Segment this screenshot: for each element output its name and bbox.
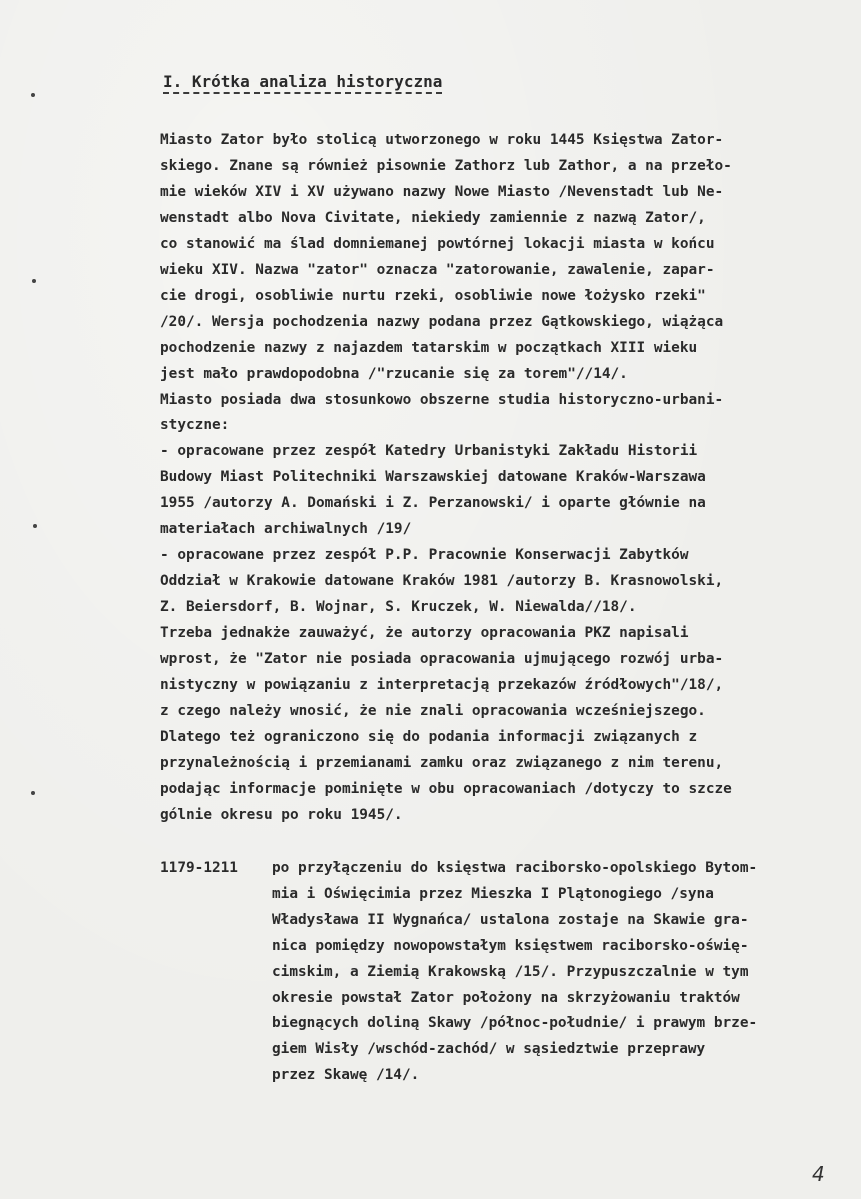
text-line: Dlatego też ograniczono się do podania informacji związanych z xyxy=(160,728,698,745)
text-line: styczne: xyxy=(160,417,230,434)
text-line: materiałach archiwalnych /19/ xyxy=(160,521,412,538)
text-line: cie drogi, osobliwie nurtu rzeki, osobliwie nowe łożysko rzeki" xyxy=(160,287,706,304)
entry-line: giem Wisły /wschód-zachód/ w sąsiedztwie przeprawy xyxy=(272,1041,706,1058)
text-line: Miasto posiada dwa stosunkowo obszerne studia historyczno-urbani- xyxy=(160,391,724,408)
text-line: Z. Beiersdorf, B. Wojnar, S. Kruczek, W. Niewalda//18/. xyxy=(160,599,637,616)
section-heading: I. Krótka analiza historyczna xyxy=(163,72,442,94)
text-line: Budowy Miast Politechniki Warszawskiej datowane Kraków-Warszawa xyxy=(160,469,706,486)
text-line: - opracowane przez zespół Katedry Urbanistyki Zakładu Historii xyxy=(160,443,698,460)
text-line: podając informacje pominięte w obu opracowaniach /dotyczy to szcze xyxy=(160,780,732,797)
text-line: pochodzenie nazwy z najazdem tatarskim w początkach XIII wieku xyxy=(160,339,698,356)
entry-line: biegnących doliną Skawy /północ-południe/ i prawym brze- xyxy=(272,1015,758,1032)
entry-line: przez Skawę /14/. xyxy=(272,1067,420,1084)
text-line: nistyczny w powiązaniu z interpretacją przekazów źródłowych"/18/, xyxy=(160,676,724,693)
text-line: 1955 /autorzy A. Domański i Z. Perzanowski/ i oparte głównie na xyxy=(160,495,706,512)
margin-mark xyxy=(32,279,36,283)
text-line: co stanowić ma ślad domniemanej powtórnej lokacji miasta w końcu xyxy=(160,235,715,252)
text-line: - opracowane przez zespół P.P. Pracownie Konserwacji Zabytków xyxy=(160,547,689,564)
margin-mark xyxy=(31,791,35,795)
entry-line: po przyłączeniu do księstwa raciborsko-opolskiego Bytom- xyxy=(272,860,758,876)
text-line: wieku XIV. Nazwa "zator" oznacza "zatorowanie, zawalenie, zapar- xyxy=(160,261,715,278)
text-line: z czego należy wnosić, że nie znali opracowania wcześniejszego. xyxy=(160,702,706,719)
text-line: przynależnością i przemianami zamku oraz związanego z nim terenu, xyxy=(160,754,724,771)
text-line: skiego. Znane są również pisownie Zathorz lub Zathor, a na przeło- xyxy=(160,157,732,174)
entry-date: 1179-1211 xyxy=(160,860,238,876)
text-line: jest mało prawdopodobna /"rzucanie się za torem"//14/. xyxy=(160,365,628,382)
text-line: wprost, że "Zator nie posiada opracowania ujmującego rozwój urba- xyxy=(160,651,724,667)
page-number: 4 xyxy=(812,1162,825,1186)
text-line: gólnie okresu po roku 1945/. xyxy=(160,806,403,823)
text-line: Trzeba jednakże zauważyć, że autorzy opracowania PKZ napisali xyxy=(160,625,689,642)
text-line: wenstadt albo Nova Civitate, niekiedy zamiennie z nazwą Zator/, xyxy=(160,209,706,226)
entry-line: okresie powstał Zator położony na skrzyżowaniu traktów xyxy=(272,989,740,1006)
entry-line: cimskim, a Ziemią Krakowską /15/. Przypuszczalnie w tym xyxy=(272,963,749,980)
entry-line: nica pomiędzy nowopowstałym księstwem raciborsko-oświę- xyxy=(272,937,749,954)
text-line: Miasto Zator było stolicą utworzonego w roku 1445 Księstwa Zator- xyxy=(160,132,724,148)
text-line: Oddział w Krakowie datowane Kraków 1981 /autorzy B. Krasnowolski, xyxy=(160,573,724,590)
entry-line: Władysława II Wygnańca/ ustalona zostaje na Skawie gra- xyxy=(272,911,749,928)
text-line: /20/. Wersja pochodzenia nazwy podana przez Gątkowskiego, wiążąca xyxy=(160,313,724,330)
entry-line: mia i Oświęcimia przez Mieszka I Plątonogiego /syna xyxy=(272,885,714,902)
text-line: mie wieków XIV i XV używano nazwy Nowe Miasto /Nevenstadt lub Ne- xyxy=(160,183,724,200)
margin-mark xyxy=(31,93,35,97)
margin-mark xyxy=(33,524,37,528)
